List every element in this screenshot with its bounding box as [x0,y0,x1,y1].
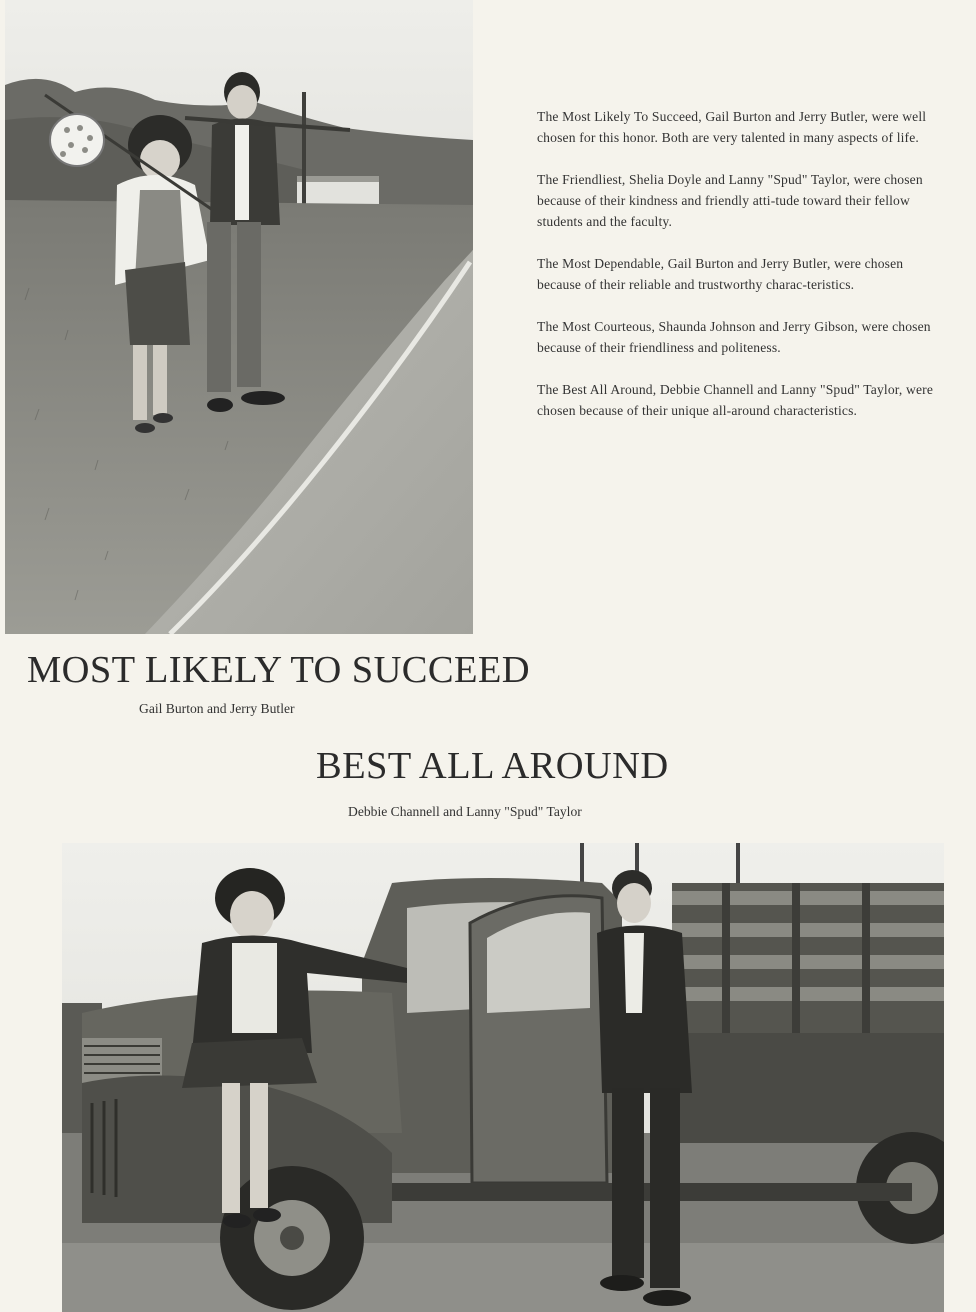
caption-most-likely-to-succeed: Gail Burton and Jerry Butler [139,701,295,716]
heading-best-all-around: BEST ALL AROUND [316,745,669,787]
paragraph-most-courteous: The Most Courteous, Shaunda Johnson and Jerry Gibson, were chosen because of their friendliness and politeness. [537,319,931,355]
paragraph-most-likely: The Most Likely To Succeed, Gail Burton and Jerry Butler, were well chosen for this honor. Both are very talented in many aspects of life. [537,109,927,145]
caption-best-all-around: Debbie Channell and Lanny "Spud" Taylor [348,804,582,819]
truck-bed [672,883,944,1143]
roadside-photo-image [5,0,473,634]
heading-most-likely-to-succeed: MOST LIKELY TO SUCCEED [27,649,530,691]
paragraph-friendliest: The Friendliest, Shelia Doyle and Lanny "Spud" Taylor, were chosen because of their kindness and friendly atti-tude toward their fellow students and the faculty. [537,172,923,229]
paragraph-most-dependable: The Most Dependable, Gail Burton and Jerry Butler, were chosen because of their reliable and trustworthy charac-teristics. [537,256,904,292]
truck-cab [362,878,622,1183]
photo-roadside-couple [5,0,473,634]
award-descriptions [537,106,949,442]
paragraph-best-all-around: The Best All Around, Debbie Channell and Lanny "Spud" Taylor, were chosen because of their unique all-around characteristics. [537,382,934,418]
truck-front-wheel [220,1166,364,1310]
photo-truck-couple [62,843,944,1312]
truck-photo-image [62,843,944,1312]
